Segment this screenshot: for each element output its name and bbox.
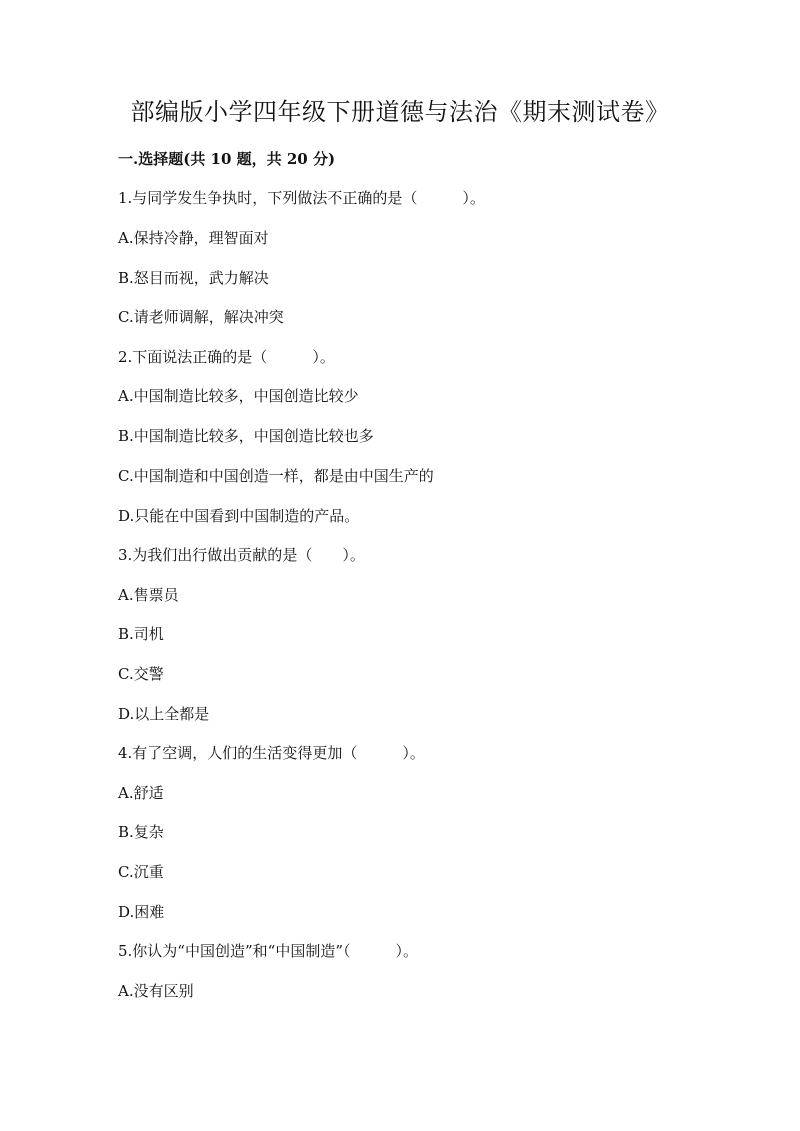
question-2-stem: 2.下面说法正确的是（ ）。 xyxy=(118,348,335,366)
question-2-option-d: D.只能在中国看到中国制造的产品。 xyxy=(118,507,360,525)
question-1-option-c: C.请老师调解，解决冲突 xyxy=(118,308,284,326)
question-4-option-b: B.复杂 xyxy=(118,823,164,841)
question-1-stem: 1.与同学发生争执时，下列做法不正确的是（ ）。 xyxy=(118,189,485,207)
question-3-option-d: D.以上全都是 xyxy=(118,705,210,723)
question-4-option-d: D.困难 xyxy=(118,903,165,921)
page-title: 部编版小学四年级下册道德与法治《期末测试卷》 xyxy=(130,98,670,126)
question-2-option-a: A.中国制造比较多，中国创造比较少 xyxy=(118,387,359,405)
question-1-option-b: B.怒目而视，武力解决 xyxy=(118,269,269,287)
question-3-option-a: A.售票员 xyxy=(118,586,179,604)
question-2-option-b: B.中国制造比较多，中国创造比较也多 xyxy=(118,427,374,445)
question-4-option-a: A.舒适 xyxy=(118,784,164,802)
question-5-stem: 5.你认为“中国创造”和“中国制造”（ ）。 xyxy=(118,942,418,960)
question-1-option-a: A.保持冷静，理智面对 xyxy=(118,229,269,247)
question-5-option-a: A.没有区别 xyxy=(118,982,194,1000)
section-heading: 一.选择题(共 10 题，共 20 分) xyxy=(118,150,336,168)
question-3-option-c: C.交警 xyxy=(118,665,164,683)
question-3-stem: 3.为我们出行做出贡献的是（ ）。 xyxy=(118,546,365,564)
question-2-option-c: C.中国制造和中国创造一样，都是由中国生产的 xyxy=(118,467,434,485)
question-4-option-c: C.沉重 xyxy=(118,863,164,881)
question-3-option-b: B.司机 xyxy=(118,625,164,643)
question-4-stem: 4.有了空调，人们的生活变得更加（ ）。 xyxy=(118,744,425,762)
